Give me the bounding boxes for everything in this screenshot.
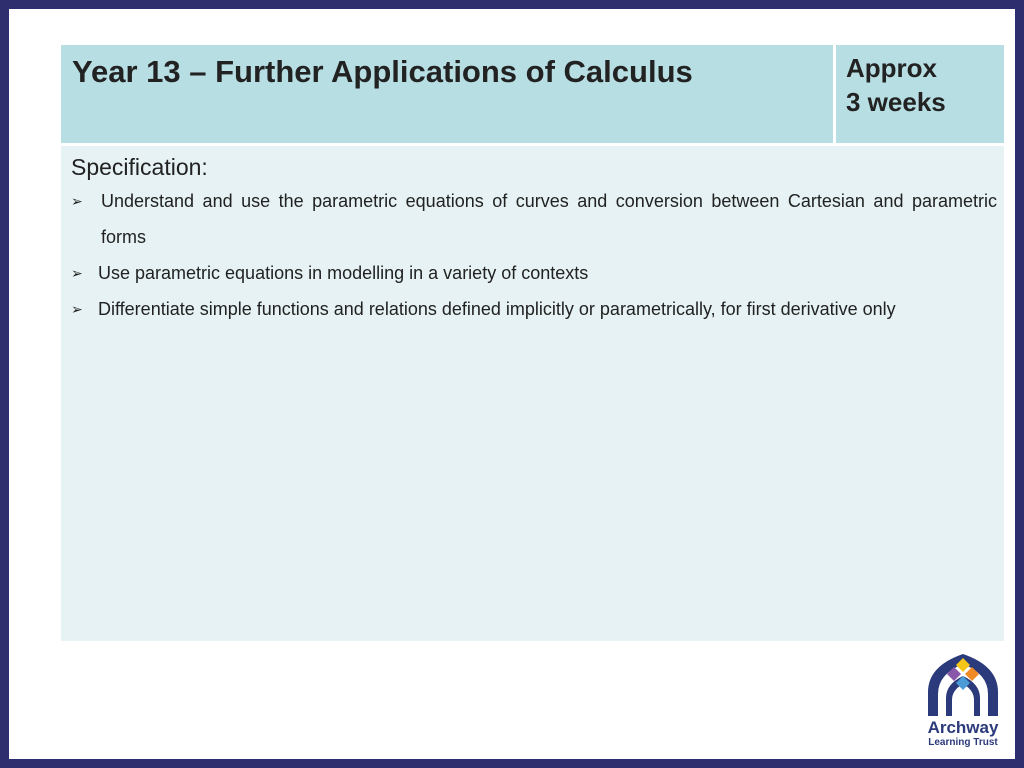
logo-name: Archway: [927, 718, 999, 737]
archway-arch-icon: [918, 652, 1008, 718]
duration-cell: [836, 45, 1004, 143]
list-item-text: Differentiate simple functions and relations defined implicitly or parametrically, for first derivative only: [98, 299, 896, 319]
specification-heading: Specification:: [71, 154, 208, 180]
list-item: [71, 263, 971, 287]
list-item: [71, 299, 994, 323]
specification-cell: [61, 146, 1004, 641]
list-item-text: Use parametric equations in modelling in a variety of contexts: [98, 263, 589, 283]
arrow-bullet-icon: ➢: [71, 301, 83, 317]
page-title: Year 13 – Further Applications of Calculus: [72, 54, 693, 89]
list-item: [71, 191, 997, 261]
duration-value: 3 weeks: [846, 87, 946, 117]
arrow-bullet-icon: ➢: [71, 265, 83, 281]
arrow-bullet-icon: ➢: [71, 193, 83, 209]
list-item-text: Understand and use the parametric equations of curves and conversion between Cartesian and parametric forms: [101, 191, 997, 247]
archway-logo: [918, 652, 1008, 752]
logo-subtitle: Learning Trust: [928, 737, 998, 748]
title-cell: [61, 45, 833, 143]
duration-label: Approx: [846, 53, 937, 83]
header-row: [61, 45, 1004, 143]
content-table: [61, 45, 1004, 641]
